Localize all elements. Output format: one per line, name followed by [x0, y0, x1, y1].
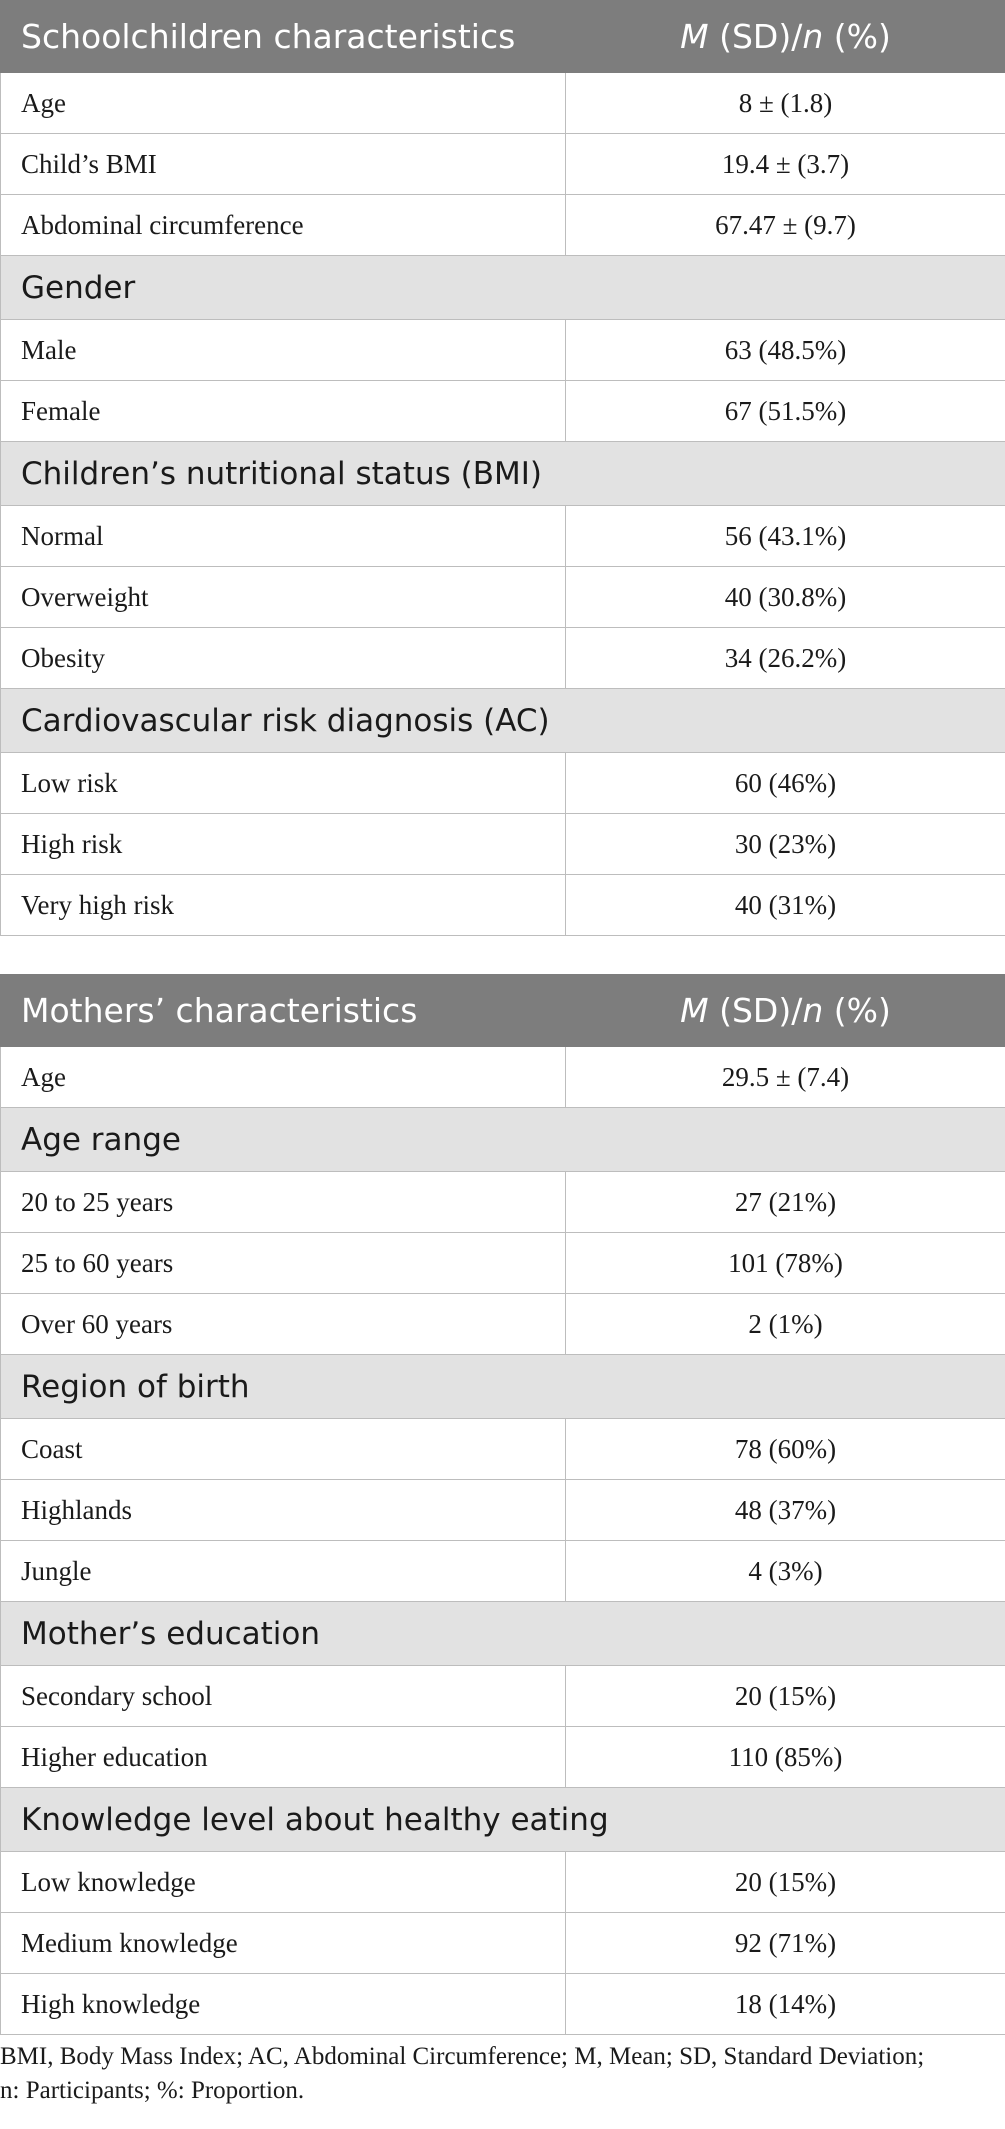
row-label: Abdominal circumference [1, 195, 566, 256]
row-value: 40 (31%) [566, 875, 1005, 936]
section-header [1, 1108, 1005, 1172]
row-label: High knowledge [1, 1974, 566, 2035]
section-header [1, 689, 1005, 753]
table-row [1, 628, 1005, 689]
table-row [1, 1913, 1005, 1974]
row-label: Over 60 years [1, 1294, 566, 1355]
section-title: Cardiovascular risk diagnosis (AC) [1, 689, 1005, 753]
section-title: Gender [1, 256, 1005, 320]
row-label: Age [1, 1047, 566, 1108]
row-label: Higher education [1, 1727, 566, 1788]
section-header [1, 1788, 1005, 1852]
row-value: 56 (43.1%) [566, 506, 1005, 567]
row-value: 101 (78%) [566, 1233, 1005, 1294]
row-value: 40 (30.8%) [566, 567, 1005, 628]
table-row [1, 320, 1005, 381]
table-row [1, 1047, 1005, 1108]
row-label: Obesity [1, 628, 566, 689]
row-label: Coast [1, 1419, 566, 1480]
row-value: 4 (3%) [566, 1541, 1005, 1602]
header-value: M (SD)/n (%) [566, 975, 1005, 1047]
row-label: Overweight [1, 567, 566, 628]
row-value: 60 (46%) [566, 753, 1005, 814]
table-row [1, 1419, 1005, 1480]
table-footnote [0, 2040, 1005, 2108]
row-value: 18 (14%) [566, 1974, 1005, 2035]
row-value: 30 (23%) [566, 814, 1005, 875]
section-title: Knowledge level about healthy eating [1, 1788, 1005, 1852]
table-row [1, 1852, 1005, 1913]
table-row [1, 1974, 1005, 2035]
row-value: 67.47 ± (9.7) [566, 195, 1005, 256]
header-value: M (SD)/n (%) [566, 1, 1005, 73]
row-value: 63 (48.5%) [566, 320, 1005, 381]
table-row [1, 1541, 1005, 1602]
row-label: Jungle [1, 1541, 566, 1602]
table-row [1, 753, 1005, 814]
table-row [1, 1172, 1005, 1233]
row-label: Low risk [1, 753, 566, 814]
row-value: 8 ± (1.8) [566, 73, 1005, 134]
row-value: 29.5 ± (7.4) [566, 1047, 1005, 1108]
row-value: 34 (26.2%) [566, 628, 1005, 689]
row-label: Highlands [1, 1480, 566, 1541]
mothers-table [0, 974, 1005, 2035]
row-value: 19.4 ± (3.7) [566, 134, 1005, 195]
table-row [1, 875, 1005, 936]
row-label: Normal [1, 506, 566, 567]
row-label: 25 to 60 years [1, 1233, 566, 1294]
table-row [1, 1294, 1005, 1355]
row-value: 110 (85%) [566, 1727, 1005, 1788]
table-row [1, 567, 1005, 628]
header-label: Mothers’ characteristics [1, 975, 566, 1047]
row-value: 20 (15%) [566, 1666, 1005, 1727]
row-label: Male [1, 320, 566, 381]
section-title: Age range [1, 1108, 1005, 1172]
table-header [1, 975, 1005, 1047]
table-row [1, 1727, 1005, 1788]
table-row [1, 195, 1005, 256]
row-value: 67 (51.5%) [566, 381, 1005, 442]
row-label: High risk [1, 814, 566, 875]
table-row [1, 1480, 1005, 1541]
section-title: Children’s nutritional status (BMI) [1, 442, 1005, 506]
row-value: 92 (71%) [566, 1913, 1005, 1974]
row-label: Low knowledge [1, 1852, 566, 1913]
row-value: 48 (37%) [566, 1480, 1005, 1541]
table-row [1, 1233, 1005, 1294]
row-label: Medium knowledge [1, 1913, 566, 1974]
footnote-line: BMI, Body Mass Index; AC, Abdominal Circumference; M, Mean; SD, Standard Deviation; [0, 2043, 925, 2070]
table-row [1, 381, 1005, 442]
table-row [1, 814, 1005, 875]
row-label: Very high risk [1, 875, 566, 936]
row-label: Secondary school [1, 1666, 566, 1727]
section-header [1, 1602, 1005, 1666]
table-row [1, 134, 1005, 195]
row-label: Age [1, 73, 566, 134]
schoolchildren-table [0, 0, 1005, 936]
header-label: Schoolchildren characteristics [1, 1, 566, 73]
section-title: Region of birth [1, 1355, 1005, 1419]
row-label: Child’s BMI [1, 134, 566, 195]
row-label: Female [1, 381, 566, 442]
row-value: 78 (60%) [566, 1419, 1005, 1480]
row-label: 20 to 25 years [1, 1172, 566, 1233]
table-row [1, 1666, 1005, 1727]
row-value: 27 (21%) [566, 1172, 1005, 1233]
footnote-line: n: Participants; %: Proportion. [0, 2077, 305, 2104]
table-row [1, 73, 1005, 134]
table-row [1, 506, 1005, 567]
section-header [1, 442, 1005, 506]
section-header [1, 256, 1005, 320]
section-header [1, 1355, 1005, 1419]
row-value: 2 (1%) [566, 1294, 1005, 1355]
table-header [1, 1, 1005, 73]
section-title: Mother’s education [1, 1602, 1005, 1666]
row-value: 20 (15%) [566, 1852, 1005, 1913]
